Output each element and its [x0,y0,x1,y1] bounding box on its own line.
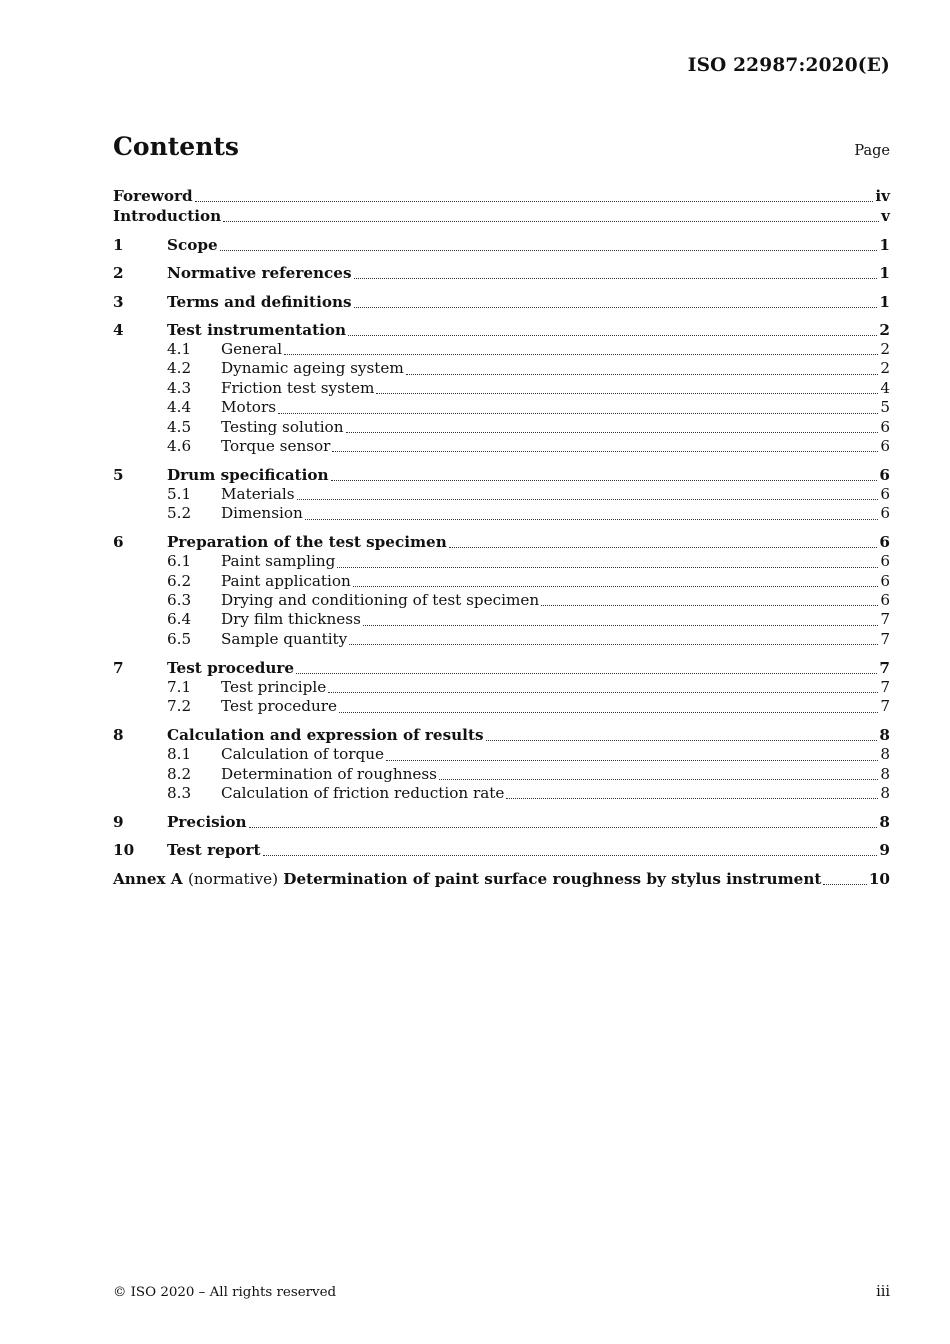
dot-leader [406,373,879,375]
page-column-label: Page [854,143,890,159]
toc-entry-page: 6 [879,533,890,552]
annex-type: (normative) [187,869,278,888]
toc-entry-page: 7 [880,677,890,696]
toc-entry[interactable] [113,552,890,571]
dot-leader [337,566,878,568]
toc-entry[interactable] [113,465,890,485]
toc-entry-page: 6 [880,437,890,456]
toc-entry[interactable] [113,292,890,312]
toc-entry-number: 5.2 [167,504,192,523]
toc-entry[interactable] [113,379,890,398]
dot-leader [195,200,874,202]
toc-entry-page: 1 [879,292,890,311]
annex-label: Annex A [113,869,183,888]
toc-entry[interactable] [113,418,890,437]
dot-leader [506,797,878,799]
toc-entry-number: 6.4 [167,610,192,629]
toc-entry[interactable] [113,840,890,860]
toc-entry-title: Motors [221,398,276,417]
dot-leader [386,759,878,761]
dot-leader [328,691,878,693]
dot-leader [223,220,879,222]
toc-entry[interactable] [113,697,890,716]
toc-entry-number: 6.1 [167,552,192,571]
dot-leader [354,277,878,279]
toc-entry-title: Foreword [113,187,193,205]
toc-entry-number: 1 [113,235,124,254]
toc-entry-title: General [221,340,283,358]
toc-entry-number: 2 [113,264,124,282]
dot-leader [376,392,878,394]
toc-entry-number: 4.6 [167,437,192,456]
toc-entry-page: 6 [879,465,890,484]
toc-entry-title: Friction test system [221,378,375,397]
toc-entry-number: 10 [113,841,135,860]
dot-leader [296,672,877,674]
toc-entry-number: 6 [113,533,124,552]
dot-leader [249,826,878,828]
toc-entry[interactable] [113,340,890,359]
toc-entry-title: Normative references [167,264,352,282]
toc-entry-title: Test procedure [221,697,338,716]
toc-entry-page: 2 [879,321,890,339]
toc-entry-page: 8 [879,812,890,831]
dot-leader [346,431,879,433]
toc-entry-title: Paint application [221,571,351,590]
toc-entry-page: 9 [879,841,890,860]
toc-entry-title: Calculation of torque [221,745,385,764]
toc-entry-number: 7.1 [167,677,192,696]
toc-entry-title: Precision [167,812,247,831]
toc-entry-page: 6 [880,591,890,610]
dot-leader [486,739,878,741]
dot-leader [278,412,878,414]
dot-leader [263,854,878,856]
toc-entry[interactable] [113,658,890,678]
toc-entry-title: Drum specification [167,465,329,484]
dot-leader [339,711,878,713]
toc-entry-number: 4 [113,321,124,339]
toc-entry-number: 8.3 [167,783,192,802]
table-of-contents [113,186,890,889]
toc-entry-title: Test procedure [167,658,295,677]
toc-entry-title: Scope [167,235,218,254]
toc-entry[interactable] [113,485,890,504]
toc-entry-page: 8 [880,764,890,783]
toc-entry-title: Sample quantity [221,629,348,648]
toc-entry[interactable] [113,572,890,591]
dot-leader [439,778,878,780]
toc-entry-title: Materials [221,484,295,503]
toc-entry-title: Test report [167,841,261,860]
dot-leader [354,306,878,308]
toc-entry-title: Calculation of friction reduction rate [221,783,505,802]
toc-entry[interactable] [113,678,890,697]
toc-entry-title: Dry film thickness [221,610,361,629]
toc-entry-title [113,869,821,889]
toc-entry-page: 6 [880,552,890,571]
toc-entry-number: 4.4 [167,398,192,417]
toc-entry-number: 4.3 [167,378,192,397]
toc-entry-number: 7.2 [167,697,192,716]
toc-entry-title: Test instrumentation [167,321,347,339]
toc-entry-number: 5.1 [167,484,192,503]
toc-entry-page: 8 [880,783,890,802]
toc-entry[interactable] [113,398,890,417]
toc-entry-title: Introduction [113,207,222,225]
toc-entry-page: 1 [879,235,890,254]
toc-entry-page: 6 [880,571,890,590]
dot-leader [449,546,878,548]
toc-entry-title: Dimension [221,504,303,523]
dot-leader [220,249,878,251]
dot-leader [348,334,877,336]
dot-leader [363,624,878,626]
document-id: ISO 22987:2020(E) [687,55,890,76]
toc-entry-page: 4 [880,378,890,397]
toc-entry-page: 8 [879,726,890,745]
toc-entry-page: 8 [880,745,890,764]
toc-entry-title: Drying and conditioning of test specimen [221,591,540,610]
toc-entry-title: Calculation and expression of results [167,726,484,745]
toc-entry-title: Preparation of the test specimen [167,533,447,552]
toc-entry[interactable] [113,784,890,803]
toc-entry-number: 4.5 [167,417,192,436]
dot-leader [349,643,878,645]
toc-entry[interactable] [113,591,890,610]
toc-entry-title: Determination of roughness [221,764,437,783]
toc-entry-title: Terms and definitions [167,292,352,311]
toc-entry-page: 6 [880,484,890,503]
toc-entry-page: 7 [880,697,890,716]
toc-entry-page: 10 [868,869,890,888]
toc-entry-page: 7 [880,610,890,629]
contents-title: Contents [113,132,240,161]
dot-leader [305,518,879,520]
toc-entry[interactable] [113,320,890,340]
toc-entry-page: 7 [879,658,890,677]
dot-leader [331,479,878,481]
toc-entry[interactable] [113,206,890,226]
toc-entry-number: 6.2 [167,571,192,590]
toc-entry[interactable] [113,263,890,283]
toc-entry-number: 8.1 [167,745,192,764]
toc-entry-number: 4.2 [167,359,192,378]
footer-page-number: iii [876,1284,890,1300]
toc-entry[interactable] [113,812,890,832]
toc-entry-annex-a[interactable] [113,869,890,889]
dot-leader [284,353,878,355]
toc-entry-title: Test principle [221,677,327,696]
toc-entry-page: 2 [880,340,890,358]
toc-entry-title: Paint sampling [221,552,336,571]
toc-entry-number: 6.5 [167,629,192,648]
toc-entry-page: 7 [880,629,890,648]
annex-title: Determination of paint surface roughness by stylus instrument [283,869,822,888]
toc-entry[interactable] [113,504,890,523]
toc-entry[interactable] [113,745,890,764]
dot-leader [541,604,878,606]
toc-entry[interactable] [113,235,890,255]
toc-entry-number: 8 [113,726,124,745]
toc-entry-number: 6.3 [167,591,192,610]
toc-entry-page: 5 [880,398,890,417]
toc-entry[interactable] [113,532,890,552]
toc-entry[interactable] [113,725,890,745]
contents-header [113,132,890,161]
toc-entry[interactable] [113,765,890,784]
toc-entry-page: v [881,207,890,225]
dot-leader [823,883,866,885]
toc-entry-number: 4.1 [167,340,192,358]
toc-entry-number: 8.2 [167,764,192,783]
dot-leader [332,450,878,452]
toc-entry[interactable] [113,610,890,629]
toc-entry-page: 2 [880,359,890,378]
toc-entry-number: 7 [113,658,124,677]
toc-entry-page: 1 [879,264,890,282]
toc-entry-title: Torque sensor [221,437,331,456]
toc-entry-number: 9 [113,812,124,831]
toc-entry[interactable] [113,630,890,649]
dot-leader [353,585,879,587]
toc-entry[interactable] [113,359,890,378]
dot-leader [297,498,879,500]
toc-entry-title: Testing solution [221,417,344,436]
toc-entry-page: iv [875,187,890,205]
toc-entry-page: 6 [880,504,890,523]
toc-entry-page: 6 [880,417,890,436]
toc-entry-title: Dynamic ageing system [221,359,404,378]
toc-entry-number: 5 [113,465,124,484]
toc-entry[interactable] [113,186,890,206]
toc-entry[interactable] [113,437,890,456]
footer-copyright: © ISO 2020 – All rights reserved [113,1285,337,1300]
toc-entry-number: 3 [113,292,124,311]
